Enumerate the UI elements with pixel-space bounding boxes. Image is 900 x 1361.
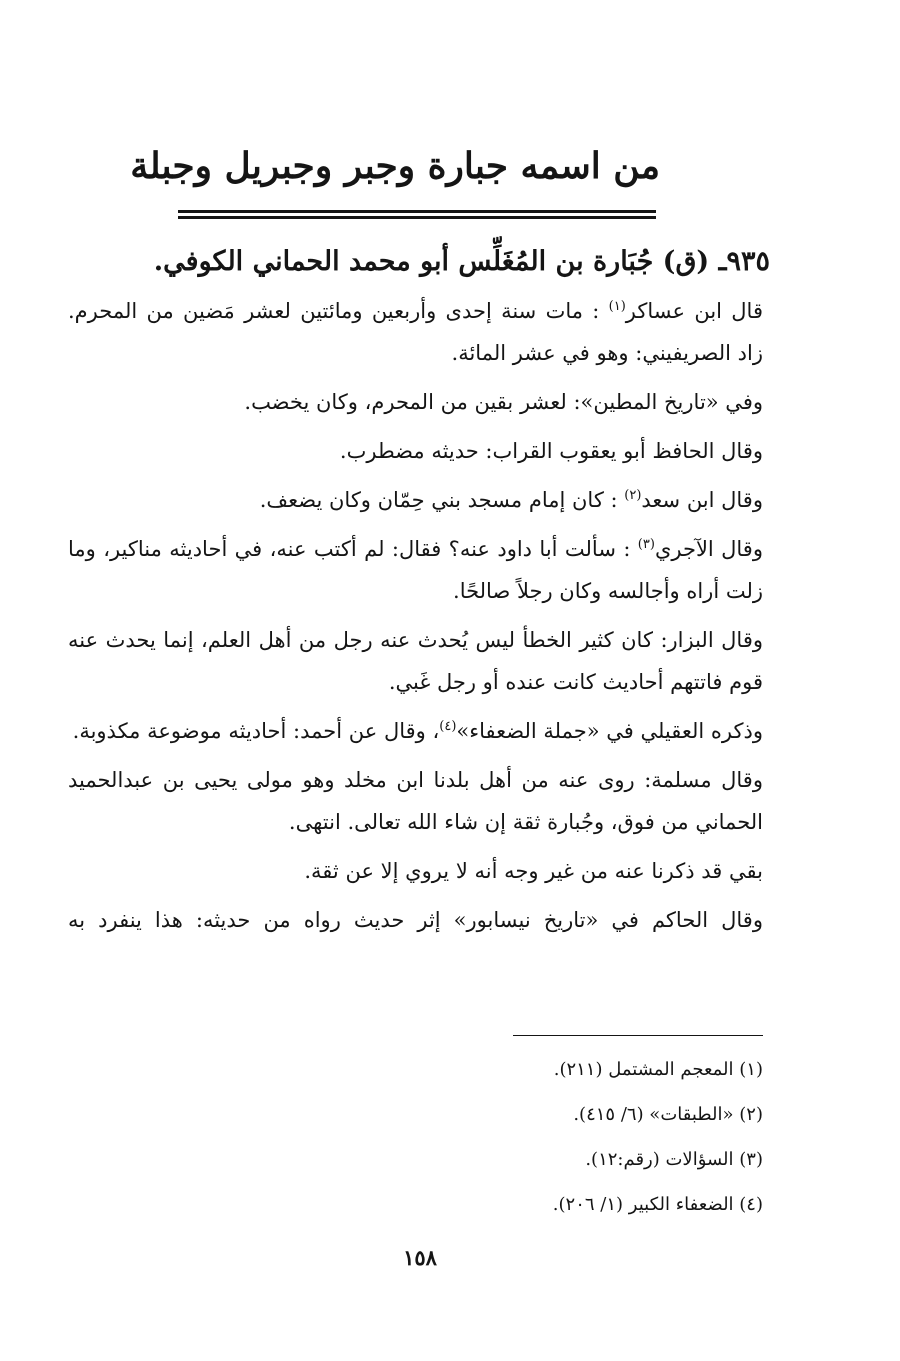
footnote-1: (١) المعجم المشتمل (٢١١).: [553, 1059, 763, 1080]
paragraph-text: قال ابن عساكر: [625, 299, 763, 323]
paragraph-text: وقال الحافظ أبو يعقوب القراب: حديثه مضطرب.: [339, 439, 763, 463]
paragraph: [68, 710, 763, 752]
title-rule-line: [178, 210, 656, 213]
paragraph-text: وقال الآجري: [654, 537, 763, 561]
footnotes: [123, 1047, 763, 1227]
paragraph-text: وفي «تاريخ المطين»: لعشر بقين من المحرم، وكان يخضب.: [244, 390, 763, 414]
footnote-separator: [513, 1035, 763, 1036]
paragraph: [68, 850, 763, 892]
paragraph-text: وقال الحاكم في «تاريخ نيسابور» إثر حديث رواه من حديثه: هذا ينفرد به: [68, 908, 763, 932]
paragraph: [68, 479, 763, 521]
footnote-marker[interactable]: (١): [608, 299, 626, 314]
footnote-3: (٣) السؤالات (رقم:١٢).: [585, 1149, 763, 1170]
title-rule-line: [178, 216, 656, 219]
paragraph-text: : سألت أبا داود عنه؟ فقال: لم أكتب عنه، في أحاديثه مناكير، وما زلت أراه وأجالسه وكان رجلاً صالحًا.: [68, 537, 763, 603]
paragraph-text: وقال ابن سعد: [641, 488, 763, 512]
footnote-2: (٢) «الطبقات» (٦/ ٤١٥).: [573, 1104, 763, 1125]
chapter-title: من اسمه جبارة وجبر وجبريل وجبلة: [130, 145, 660, 187]
paragraph-text: : مات سنة إحدى وأربعين ومائتين لعشر مَضين من المحرم. زاد الصريفيني: وهو في عشر المائة.: [68, 299, 763, 365]
footnote-4: (٤) الضعفاء الكبير (١/ ٢٠٦).: [552, 1194, 763, 1215]
entry-heading: ٩٣٥ـ (ق) جُبَارة بن المُغَلِّس أبو محمد الحماني الكوفي.: [153, 246, 770, 277]
paragraph-text: : كان إمام مسجد بني حِمّان وكان يضعف.: [259, 488, 625, 512]
paragraph-text: بقي قد ذكرنا عنه من غير وجه أنه لا يروي إلا عن ثقة.: [304, 859, 763, 883]
footnote-marker[interactable]: (٢): [624, 488, 642, 503]
paragraph-text: ، وقال عن أحمد: أحاديثه موضوعة مكذوبة.: [72, 719, 440, 743]
page-number: ١٥٨: [403, 1245, 437, 1270]
paragraph: [68, 381, 763, 423]
paragraph-text: وقال مسلمة: روى عنه من أهل بلدنا ابن مخلد وهو مولى يحيى بن عبدالحميد الحماني من فوق، وجُبارة ثقة إن شاء الله تعالى. انتهى.: [68, 768, 763, 834]
title-double-rule: [178, 210, 656, 220]
paragraph: [68, 759, 763, 843]
paragraph: [68, 430, 763, 472]
paragraph-text: وذكره العقيلي في «جملة الضعفاء»: [456, 719, 763, 743]
paragraph-text: وقال البزار: كان كثير الخطأ ليس يُحدث عنه رجل من أهل العلم، إنما يحدث عنه قوم فاتتهم أحاديث كانت عنده أو رجل غَبي.: [68, 628, 763, 694]
footnote-marker[interactable]: (٤): [439, 719, 457, 734]
paragraph: [68, 619, 763, 703]
paragraph: [68, 899, 763, 941]
paragraph: [68, 528, 763, 612]
footnote-marker[interactable]: (٣): [637, 537, 655, 552]
paragraph: [68, 290, 763, 374]
entry-body: [68, 290, 763, 948]
